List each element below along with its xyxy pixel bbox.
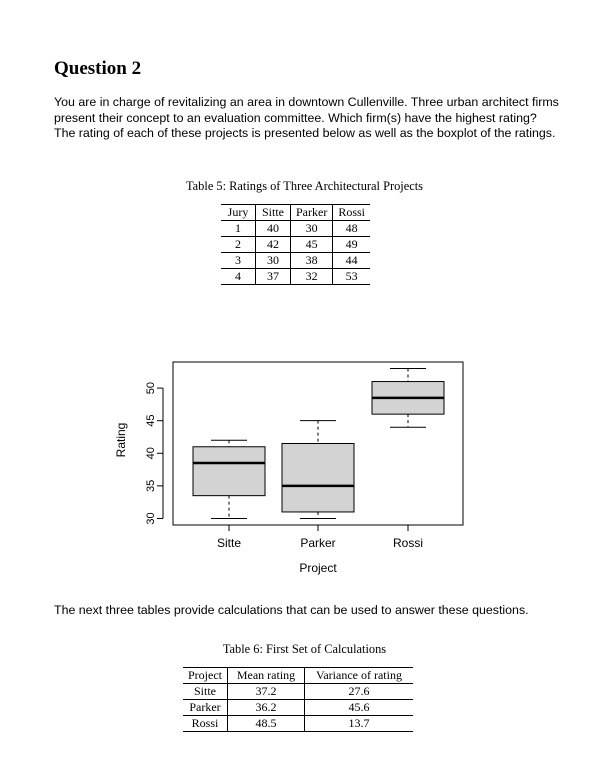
table5-header-parker: Parker bbox=[291, 205, 333, 221]
table-row bbox=[221, 253, 370, 269]
y-tick-label: 30 bbox=[144, 512, 157, 525]
table6-header-mean: Mean rating bbox=[228, 668, 305, 684]
table-cell: 4 bbox=[221, 269, 256, 285]
y-tick-label: 35 bbox=[144, 479, 157, 493]
table-cell: 32 bbox=[291, 269, 333, 285]
table-cell: 45 bbox=[291, 237, 333, 253]
box-parker bbox=[282, 444, 354, 512]
table-cell: 38 bbox=[291, 253, 333, 269]
table-cell: 3 bbox=[221, 253, 256, 269]
ratings-boxplot bbox=[105, 350, 485, 585]
table-row bbox=[183, 716, 413, 732]
table-cell: 53 bbox=[333, 269, 370, 285]
question-intro: You are in charge of revitalizing an area in downtown Cullenville. Three urban architect firms present their concept to an evaluation committee. Which firm(s) have the highest rating? The rating of each of these projects is presented below as well as the boxplot of the ratings. bbox=[54, 95, 559, 140]
table-cell: 48 bbox=[333, 221, 370, 237]
box-sitte bbox=[193, 447, 265, 496]
table-cell: 1 bbox=[221, 221, 256, 237]
table5-header-rossi: Rossi bbox=[333, 205, 370, 221]
table-cell: 49 bbox=[333, 237, 370, 253]
table5-caption: Table 5: Ratings of Three Architectural Projects bbox=[185, 179, 423, 193]
table-cell: 36.2 bbox=[228, 700, 305, 716]
x-axis-label: Project bbox=[299, 561, 337, 575]
table-cell: Parker bbox=[183, 700, 228, 716]
table-cell: 37.2 bbox=[228, 684, 305, 700]
table-cell: 48.5 bbox=[228, 716, 305, 732]
x-tick-label: Rossi bbox=[392, 536, 424, 550]
calculations-table bbox=[183, 667, 413, 732]
table-row bbox=[183, 684, 413, 700]
table-row bbox=[221, 269, 370, 285]
table-cell: Rossi bbox=[183, 716, 228, 732]
table-row bbox=[221, 221, 370, 237]
table-cell: 13.7 bbox=[305, 716, 414, 732]
table-cell: 37 bbox=[256, 269, 291, 285]
table-cell: 30 bbox=[291, 221, 333, 237]
table-cell: 40 bbox=[256, 221, 291, 237]
question-title: Question 2 bbox=[54, 58, 142, 79]
ratings-table bbox=[221, 204, 370, 285]
x-tick-label: Parker bbox=[300, 536, 336, 550]
table-cell: 44 bbox=[333, 253, 370, 269]
next-tables-text: The next three tables provide calculations that can be used to answer these questions. bbox=[54, 603, 529, 617]
table-row bbox=[221, 237, 370, 253]
table6-header-variance: Variance of rating bbox=[305, 668, 414, 684]
table-cell: 30 bbox=[256, 253, 291, 269]
table6-caption: Table 6: First Set of Calculations bbox=[222, 642, 387, 656]
table-cell: 42 bbox=[256, 237, 291, 253]
table-cell: 2 bbox=[221, 237, 256, 253]
x-tick-label: Sitte bbox=[216, 536, 242, 550]
table-cell: 45.6 bbox=[305, 700, 414, 716]
table-cell: 27.6 bbox=[305, 684, 414, 700]
y-tick-label: 40 bbox=[144, 447, 157, 460]
table5-header-jury: Jury bbox=[221, 205, 256, 221]
y-tick-label: 50 bbox=[144, 381, 157, 395]
y-tick-label: 45 bbox=[144, 414, 157, 427]
table-cell: Sitte bbox=[183, 684, 228, 700]
table-row bbox=[183, 700, 413, 716]
table5-header-sitte: Sitte bbox=[256, 205, 291, 221]
y-axis-label: Rating bbox=[114, 422, 128, 458]
table6-header-project: Project bbox=[183, 668, 228, 684]
